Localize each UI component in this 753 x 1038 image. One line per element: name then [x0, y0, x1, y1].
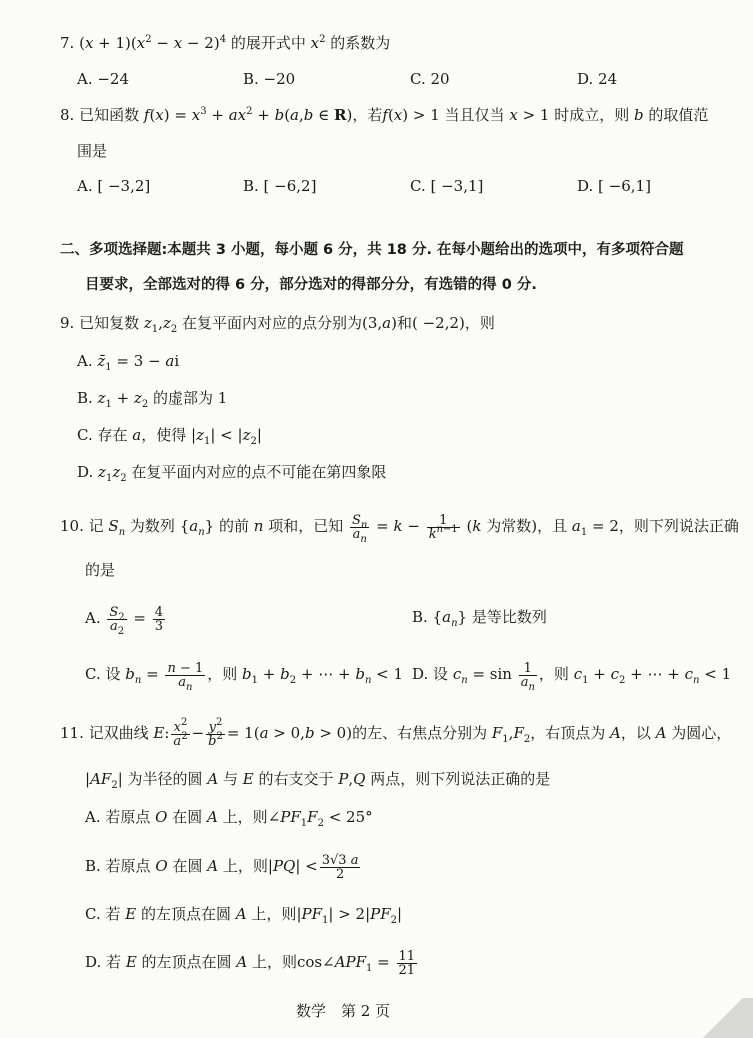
q8-option-a[interactable]: A. [ −3,2] [77, 177, 151, 195]
q10-option-a[interactable]: A. $\frac{S_2}{a_2}$ = $\frac{4}{3}$ [85, 604, 164, 637]
q7-option-d[interactable]: D. 24 [577, 70, 618, 88]
q9-option-b[interactable]: B. $z_1 + z_2$ 的虚部为 1 [77, 389, 228, 410]
q8-stem-line2: 围是 [77, 142, 108, 160]
q11-option-a[interactable]: A. 若原点 O 在圆 A 上，则$\angle PF_1F_2 < 25^\circ$ [85, 808, 373, 829]
q7-option-c[interactable]: C. 20 [410, 70, 450, 88]
page-footer: 数学 第 2 页 [296, 1002, 391, 1020]
q11-option-d[interactable]: D. 若 E 的左顶点在圆 A 上，则$\cos\angle APF_1$ = $\frac{11}{21}$ [85, 948, 416, 978]
q8-stem-line1: 8. 已知函数 $f(x) = x^3 + ax^2 + b(a,b$ ∈ R)，若f(x) > 1 当且仅当 x > 1 时成立，则 b 的取值范 [60, 106, 709, 124]
q10-stem-line1: 10. 记 $S_n$ 为数列 $\{a_n\}$ 的前 n 项和，已知 $\frac{S_n}{a_n}$ = k − $\frac{1}{k^{n-1}}$ (k 为常数)，且 $a_1 = 2$，则下列说法正确 [60, 512, 739, 545]
q7-stem: 7. $(x + 1)(x^2 - x - 2)^4$ 的展开式中 $x^2$ 的系数为 [60, 34, 391, 52]
q9-option-a[interactable]: A. $z̄_1 = 3$ − ai [77, 352, 180, 373]
q9-option-c[interactable]: C. 存在 a，使得 $|z_1| < |z_2|$ [77, 426, 262, 447]
q9-stem: 9. 已知复数 $z_1,z_2$ 在复平面内对应的点分别为(3,a)和( −2,2)，则 [60, 314, 495, 335]
section2-header-line1: 二、多项选择题:本题共 3 小题，每小题 6 分，共 18 分. 在每小题给出的选项中，有多项符合题 [60, 242, 684, 258]
q10-stem-line2: 的是 [85, 561, 116, 579]
q8-option-b[interactable]: B. [ −6,2] [243, 177, 317, 195]
q10-option-d[interactable]: D. 设 $c_n = \sin$ $\frac{1}{a_n}$ ，则 $c_1 + c_2$ + ⋯ + $c_n < 1$ [412, 660, 732, 693]
q11-option-c[interactable]: C. 若 E 的左顶点在圆 A 上，则$|PF_1| > 2|PF_2|$ [85, 905, 403, 926]
q9-option-d[interactable]: D. $z_1z_2$ 在复平面内对应的点不可能在第四象限 [77, 463, 387, 484]
q7-option-b[interactable]: B. −20 [243, 70, 296, 88]
page-curl-decoration [693, 998, 753, 1038]
q10-option-b[interactable]: B. $\{a_n\}$ 是等比数列 [412, 608, 547, 629]
section2-header-line2: 目要求，全部选对的得 6 分，部分选对的得部分分，有选错的得 0 分. [85, 277, 537, 293]
q10-option-c[interactable]: C. 设 $b_n$ = $\frac{n - 1}{a_n}$ ，则 $b_1 + b_2$ + ⋯ + $b_n < 1$ [85, 660, 404, 693]
q11-option-b[interactable]: B. 若原点 O 在圆 A 上，则|PQ| < $\frac{3√3 a}{2}$ [85, 852, 359, 882]
q11-stem-line1: 11. 记双曲线 E: $\frac{x^2}{a^2}$ − $\frac{y^2}{b^2}$ = 1(a > 0,b > 0)的左、右焦点分别为 $F_1,F_2$，右顶点为 A，以 A 为圆心， [60, 716, 732, 749]
q8-option-d[interactable]: D. [ −6,1] [577, 177, 651, 195]
q7-option-a[interactable]: A. −24 [77, 70, 130, 88]
q11-stem-line2: $|AF_2|$ 为半径的圆 A 与 E 的右支交于 P,Q 两点，则下列说法正确的是 [85, 770, 551, 791]
q8-option-c[interactable]: C. [ −3,1] [410, 177, 484, 195]
